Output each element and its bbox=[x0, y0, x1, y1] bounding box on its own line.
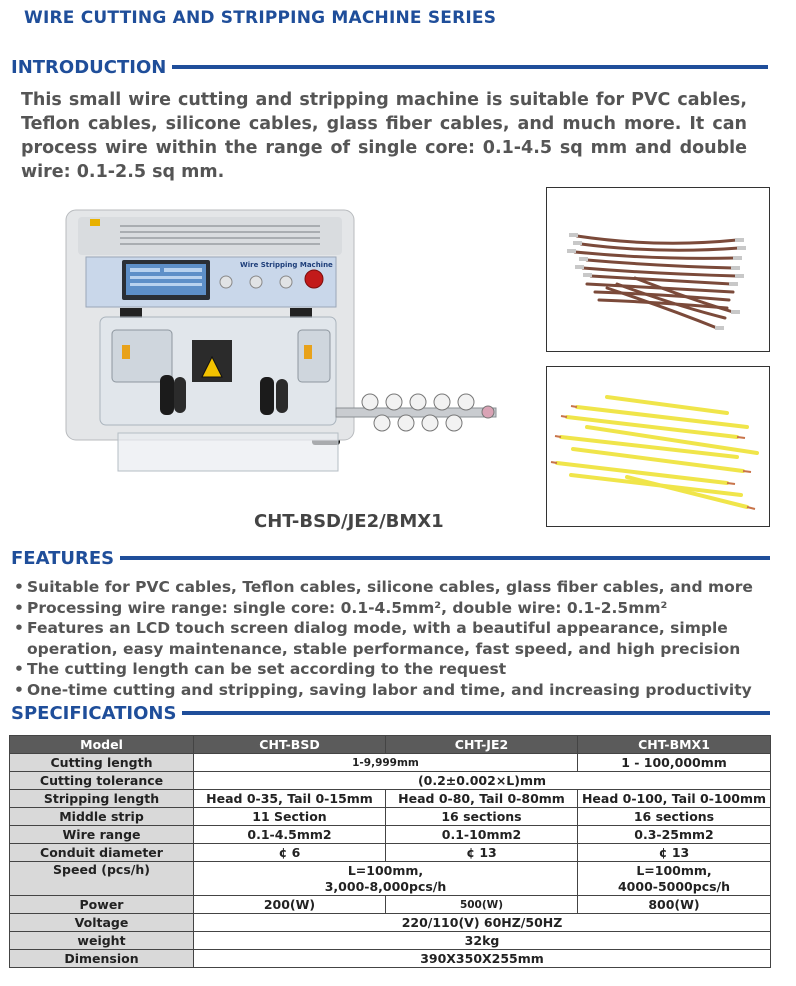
table-cell: 220/110(V) 60HZ/50HZ bbox=[194, 914, 771, 932]
specifications-divider bbox=[182, 711, 770, 715]
table-row-cutting-length bbox=[10, 754, 771, 772]
table-header-row bbox=[10, 736, 771, 754]
row-label: Cutting length bbox=[10, 754, 194, 772]
table-cell: (0.2±0.002×L)mm bbox=[194, 772, 771, 790]
feature-item: • Suitable for PVC cables, Teflon cables, silicone cables, glass fiber cables, and more bbox=[14, 577, 784, 598]
roller-right-2 bbox=[276, 379, 288, 413]
table-cell: 16 sections bbox=[578, 808, 771, 826]
table-cell: ¢ 13 bbox=[386, 844, 578, 862]
features-divider bbox=[120, 556, 770, 560]
row-label: Cutting tolerance bbox=[10, 772, 194, 790]
knob-panel-left bbox=[112, 330, 172, 382]
row-label: Voltage bbox=[10, 914, 194, 932]
table-cell: ¢ 13 bbox=[578, 844, 771, 862]
features-heading-label: FEATURES bbox=[11, 547, 115, 569]
panel-label: Wire Stripping Machine bbox=[240, 261, 333, 269]
table-row-weight bbox=[10, 932, 771, 950]
table-row-cutting-tolerance bbox=[10, 772, 771, 790]
row-label: Conduit diameter bbox=[10, 844, 194, 862]
row-label: weight bbox=[10, 932, 194, 950]
table-cell: 800(W) bbox=[578, 896, 771, 914]
introduction-heading bbox=[11, 56, 768, 78]
table-cell: 16 sections bbox=[386, 808, 578, 826]
table-row-stripping-length bbox=[10, 790, 771, 808]
specifications-heading-label: SPECIFICATIONS bbox=[11, 702, 177, 724]
row-label: Wire range bbox=[10, 826, 194, 844]
table-cell: 0.3-25mm2 bbox=[578, 826, 771, 844]
column-header-cht-bsd: CHT-BSD bbox=[194, 736, 386, 754]
table-cell: 0.1-10mm2 bbox=[386, 826, 578, 844]
row-label: Speed (pcs/h) bbox=[10, 862, 194, 896]
page-title: WIRE CUTTING AND STRIPPING MACHINE SERIES bbox=[24, 8, 497, 28]
table-cell bbox=[578, 862, 771, 896]
row-label: Middle strip bbox=[10, 808, 194, 826]
panel-button-1 bbox=[220, 276, 232, 288]
feature-item: • Features an LCD touch screen dialog mode, with a beautiful appearance, simple operation, easy maintenance, stable performance, fast speed, and high precision bbox=[14, 618, 784, 659]
table-row-speed bbox=[10, 862, 771, 896]
introduction-divider bbox=[172, 65, 768, 69]
table-row-conduit-diameter bbox=[10, 844, 771, 862]
table-cell: 390X350X255mm bbox=[194, 950, 771, 968]
introduction-text: This small wire cutting and stripping machine is suitable for PVC cables, Teflon cables, silicone cables, glass fiber cables, and much more. It can process wire within the range of single core: 0.1-4.5 sq mm and double wire: 0.1-2.5 sq mm. bbox=[21, 90, 747, 182]
ce-label bbox=[90, 219, 100, 226]
speed-bsd-je2-line2: 3,000-8,000pcs/h bbox=[324, 878, 447, 894]
table-row-wire-range bbox=[10, 826, 771, 844]
machine-vent-panel bbox=[78, 217, 342, 255]
wire-guide bbox=[482, 406, 494, 418]
column-header-cht-je2: CHT-JE2 bbox=[386, 736, 578, 754]
roller-right-1 bbox=[260, 377, 274, 415]
specifications-heading bbox=[11, 702, 770, 724]
machine-photo bbox=[50, 205, 500, 480]
feature-item: • One-time cutting and stripping, saving labor and time, and increasing productivity bbox=[14, 680, 784, 701]
feature-item: • Processing wire range: single core: 0.1-4.5mm², double wire: 0.1-2.5mm² bbox=[14, 598, 784, 619]
table-row-middle-strip bbox=[10, 808, 771, 826]
introduction-heading-label: INTRODUCTION bbox=[11, 56, 167, 78]
table-cell: 11 Section bbox=[194, 808, 386, 826]
table-cell bbox=[194, 862, 578, 896]
row-label: Stripping length bbox=[10, 790, 194, 808]
indicator-right bbox=[304, 345, 312, 359]
roller-left-2 bbox=[174, 377, 186, 413]
panel-button-3 bbox=[280, 276, 292, 288]
table-cell: 500(W) bbox=[386, 896, 578, 914]
speed-bmx1-line2: 4000-5000pcs/h bbox=[617, 878, 731, 894]
emergency-stop bbox=[305, 270, 323, 288]
speed-bsd-je2-line1: L=100mm, bbox=[347, 862, 424, 878]
wire-tray bbox=[118, 433, 338, 471]
specifications-table bbox=[9, 735, 771, 968]
table-cell: 1-9,999mm bbox=[194, 754, 578, 772]
table-row-power bbox=[10, 896, 771, 914]
lcd-screen-content bbox=[130, 268, 202, 286]
table-row-voltage bbox=[10, 914, 771, 932]
brown-wires-image bbox=[547, 188, 769, 351]
row-label: Dimension bbox=[10, 950, 194, 968]
column-header-cht-bmx1: CHT-BMX1 bbox=[578, 736, 771, 754]
table-cell: Head 0-80, Tail 0-80mm bbox=[386, 790, 578, 808]
roller-left-1 bbox=[160, 375, 174, 415]
machine-model-caption: CHT-BSD/JE2/BMX1 bbox=[254, 511, 444, 532]
table-row-dimension bbox=[10, 950, 771, 968]
table-cell: 0.1-4.5mm2 bbox=[194, 826, 386, 844]
table-cell: 1 - 100,000mm bbox=[578, 754, 771, 772]
feature-item: • The cutting length can be set according to the request bbox=[14, 659, 784, 680]
features-list bbox=[14, 577, 784, 700]
sample-photo-brown-wires bbox=[546, 187, 770, 352]
table-cell: Head 0-100, Tail 0-100mm bbox=[578, 790, 771, 808]
indicator-left bbox=[122, 345, 130, 359]
table-cell: ¢ 6 bbox=[194, 844, 386, 862]
panel-button-2 bbox=[250, 276, 262, 288]
features-heading bbox=[11, 547, 770, 569]
table-cell: Head 0-35, Tail 0-15mm bbox=[194, 790, 386, 808]
table-cell: 32kg bbox=[194, 932, 771, 950]
column-header-model: Model bbox=[10, 736, 194, 754]
table-cell: 200(W) bbox=[194, 896, 386, 914]
knob-panel-right bbox=[298, 330, 330, 382]
speed-bmx1-line1: L=100mm, bbox=[636, 862, 712, 878]
sample-photo-yellow-wires bbox=[546, 366, 770, 527]
yellow-wires-image bbox=[547, 367, 769, 526]
row-label: Power bbox=[10, 896, 194, 914]
